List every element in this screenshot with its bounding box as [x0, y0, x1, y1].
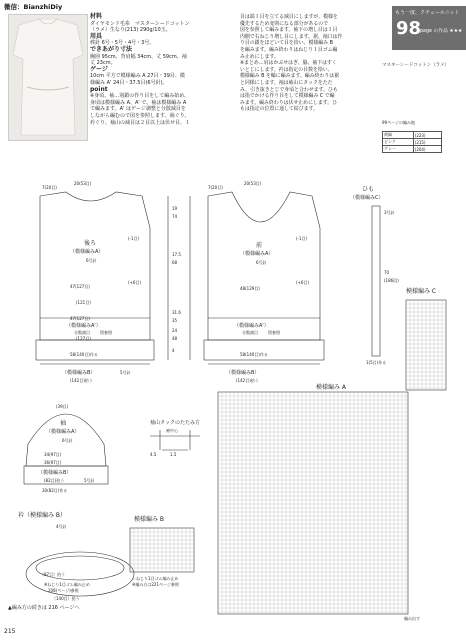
color-code: (215): [413, 139, 441, 146]
instruction-line: み止めにします。: [240, 53, 279, 60]
front-hem-band: [204, 340, 324, 360]
instruction-line: 優先するため変則になる部分があるので: [240, 20, 329, 27]
materials-line-2: （ラメ）生なり(213) 290g/10玉。: [90, 27, 171, 34]
yarn-name-label: マスターシードコットン（ラメ）: [382, 63, 450, 68]
color-code: (223): [413, 132, 441, 139]
point-line-2: 身頃は模様編み A、A' で、袖は模様編み A: [90, 99, 187, 106]
sleeve-low-width: 36(97目): [44, 460, 62, 465]
chart-c-gridlines: [406, 300, 446, 390]
tuck-measure-b: 1.5: [170, 452, 177, 457]
point-line-4: しながら編むので図を参照します。袖ぐり、: [90, 112, 190, 119]
chart-b-note-1: ＝ねじり1目ゴム編み止め: [132, 576, 179, 581]
measure-adjust: (+6目): [296, 280, 310, 285]
header-suffix: page の作品 ★★★: [420, 29, 463, 34]
chart-c-title: 模様編み C: [406, 288, 437, 295]
sleeve-cuff-label: （模様編みB）: [38, 470, 72, 476]
front-aprime-note2: 図参照: [268, 330, 280, 335]
measure-value: 74: [172, 214, 178, 219]
instruction-line: 模様編み B を輪に編みます。編み終わりは裾: [240, 73, 339, 80]
measure-value: 17.5: [172, 252, 181, 257]
cord-width: 1(5目)作る: [366, 360, 387, 365]
gauge-line-1: 10cm 平方で模様編み A 27目・39目、模: [90, 73, 185, 80]
page-number: 215: [4, 628, 16, 635]
color-code: (204): [413, 146, 441, 153]
cord-title: ひも: [362, 186, 375, 193]
header-page-number: 98: [396, 18, 422, 39]
sleeve-needle: 6号針: [62, 438, 73, 443]
back-needle: 6号針: [86, 258, 97, 263]
sleeve-top-width: (39目): [56, 404, 69, 409]
instruction-line: を編みます。編み終わりはねじり１目ゴム編: [240, 46, 338, 53]
sleeve-pattern: （模様編みA）: [46, 429, 80, 435]
measure-adjust: (+6目): [128, 280, 142, 285]
instruction-line: り目の鎖をほどいて目を拾い、模様編み B: [240, 40, 333, 47]
measure-adjust: (-1目): [128, 236, 140, 241]
back-hem-cast-on: 58(140目)作る: [70, 352, 98, 357]
watermark-text: 微信：BianzhiDiy: [4, 3, 63, 11]
back-neck-width: 20(53目): [74, 181, 92, 186]
back-mid-width: 47(127目): [70, 284, 90, 289]
color-name: 黄緑: [383, 132, 414, 139]
back-aprime-note: 分散減目: [74, 330, 90, 335]
needles-text: 棒針 6号・5号・4号・3号。: [90, 40, 155, 47]
collar-pickup-back: （140目）拾う: [52, 596, 80, 601]
measure-value: 68: [172, 260, 178, 265]
point-line-5: 衿ぐり、袖山の減目は２目以上は伏せ目、１: [90, 119, 191, 126]
front-pattern-label: （模様編みA）: [240, 251, 274, 257]
sleeve-cuff-cast-on: 30(82目)作る: [42, 488, 68, 493]
gauge-line-2: 様編み A' 24目・37.5目(6号針)。: [90, 79, 168, 86]
needles-heading: 用具: [90, 32, 103, 40]
measure-value: 4: [172, 348, 175, 353]
sleeve-cuff-needle: 5号針: [84, 478, 95, 483]
materials-line-1: ダイヤモンド毛糸 マスターシードコットン: [90, 20, 190, 27]
cord-length: 70: [384, 270, 390, 275]
back-low-width: 47(127目): [70, 316, 90, 321]
collar-note-2: 208(ページ)参照: [48, 588, 79, 593]
front-title: 前: [256, 242, 263, 249]
back-aprime-note2: 図参照: [100, 330, 112, 335]
front-shoulder: 7(20目): [208, 185, 223, 190]
instruction-line: 内側で右ねじり増し目にします。裾、袖口は作: [240, 33, 343, 40]
back-hem-band: [36, 340, 154, 360]
point-line-3: で編みます。A' はゲージ調整と分散減目を: [90, 106, 186, 113]
instruction-line: は指でかける作り目をして模様編み C で編: [240, 93, 335, 100]
chart-a-footer: 編み出す: [404, 616, 420, 621]
back-hem-label: （模様編みB）: [62, 370, 96, 376]
collar-needle: 4号針: [56, 524, 67, 529]
measure-value: 24: [172, 328, 178, 333]
chart-a-title: 模様編み A: [316, 384, 347, 391]
back-aprime-width: (127目): [76, 336, 91, 341]
front-hem-pickup: (142目)拾う: [236, 378, 259, 383]
size-heading: できあがり寸法: [90, 45, 133, 53]
chart-b-note-2: ※編み方は221ページ参照: [132, 582, 179, 587]
tuck-measure-a: 4.5: [150, 452, 157, 457]
cord-outline: [372, 206, 380, 356]
back-title: 後ろ: [84, 240, 97, 247]
measure-value: 31.6: [172, 310, 181, 315]
instruction-line: み、引き抜きとじで身頃と合わせます。ひも: [240, 86, 338, 93]
back-hem-needle: 5号針: [120, 370, 131, 375]
chart-a-grid: [218, 392, 408, 614]
front-mid-width: 48(129目): [240, 286, 260, 291]
collar-pickup-front: （97目）拾う: [40, 572, 66, 577]
header-subtitle: もう一度、クチュールニット: [395, 10, 460, 16]
size-line-2: 丈 23cm。: [90, 60, 116, 67]
color-name: ピンク: [383, 139, 414, 146]
gauge-heading: ゲージ: [90, 65, 108, 73]
back-pattern-label: （模様編みA）: [70, 249, 104, 255]
front-hem-label: （模様編みB）: [226, 370, 260, 376]
front-aprime-note: 分散減目: [242, 330, 258, 335]
measure-adjust: (-1目): [296, 236, 308, 241]
cord-needle: 3号針: [384, 210, 395, 215]
continuation-note: ▲編み方の続きは 216 ページへ: [8, 605, 80, 611]
instruction-line: 図を参照して編みます。袖下の増し目は１目: [240, 27, 338, 34]
front-neck-width: 20(53目): [244, 181, 262, 186]
size-line-1: 胸囲 95cm、背肩幅 34cm、丈 59cm、袖: [90, 53, 187, 60]
back-shoulder: 7(20目): [42, 185, 57, 190]
instruction-line: と同様にします。袖は袖山にタックをたた: [240, 79, 333, 86]
tuck-diagram: [150, 430, 200, 450]
color-variant-title: 99ページの編み地: [382, 120, 416, 125]
instruction-line: みます。編み終わりは伏せ止めにします。ひ: [240, 99, 338, 106]
instruction-line: 目は端１目を立てる減目にしますが、模様を: [240, 14, 338, 20]
chart-b-gridlines: [130, 528, 194, 572]
sleeve-title: 袖: [60, 420, 67, 427]
tuck-title: 袖山タックのたたみ方: [150, 420, 201, 426]
chart-b-title: 模様編み B: [134, 516, 165, 523]
chart-a-gridlines: [218, 392, 408, 614]
instruction-line: いとじにします。衿は指定の目数を拾い、: [240, 66, 333, 73]
point-heading: point: [90, 85, 108, 93]
measure-value: 19: [172, 206, 178, 211]
tuck-center-label: 袖中心: [166, 428, 178, 433]
measure-value: 48: [172, 336, 178, 341]
front-needle: 6号針: [256, 260, 267, 265]
point-line-1: ※身頃、袖…別鎖の作り目をして編み始め、: [90, 93, 189, 100]
front-aprime-label: （模様編みA'）: [234, 323, 269, 329]
back-sub-width: (121目): [76, 300, 91, 305]
front-hem-cast-on: 58(140目)作る: [240, 352, 268, 357]
sleeve-cuff-pickup: (82目)拾う: [44, 478, 65, 483]
back-hem-pickup: (142目)拾う: [70, 378, 93, 383]
color-name: グレー: [383, 146, 414, 153]
cord-pattern: （模様編みC）: [350, 195, 384, 201]
collar-note-1: ※ねじり1目ゴム編み止め: [44, 582, 90, 587]
back-aprime-label: （模様編みA'）: [66, 323, 101, 329]
collar-title: 衿（模様編み B）: [18, 512, 67, 519]
instruction-line: もは指定の位置に通して結びます。: [240, 106, 318, 113]
cord-rows: (186段): [384, 278, 399, 283]
materials-heading: 材料: [90, 13, 103, 20]
sleeve-mid-width: 34(97目): [44, 452, 62, 457]
measure-value: 35: [172, 318, 178, 323]
instruction-line: ※まとめ…肩はかぶせはぎ、脇、袖下はすく: [240, 60, 337, 67]
